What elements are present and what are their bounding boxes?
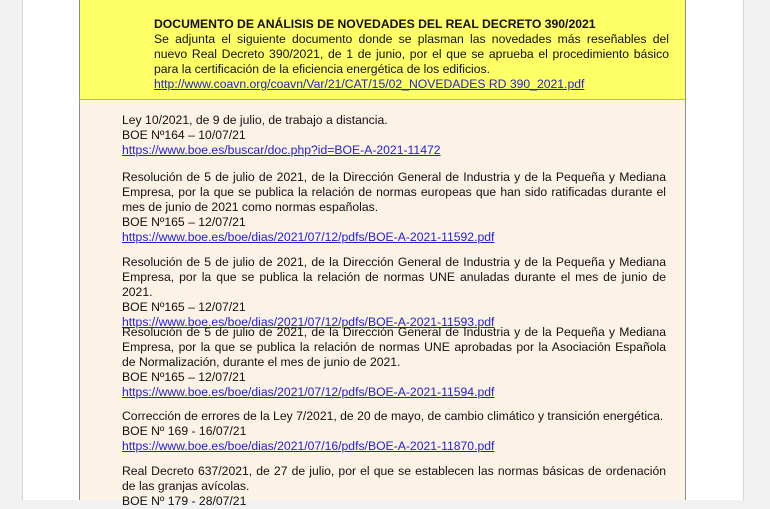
entry-link[interactable]: https://www.boe.es/boe/dias/2021/07/12/pdfs/BOE-A-2021-11593.pdf <box>122 315 495 329</box>
list-item <box>122 255 666 330</box>
document-description: Se adjunta el siguiente documento donde se plasman las novedades más reseñables del nuevo Real Decreto 390/2021, de 1 de junio, por el que se aprueba el procedimiento básico para la certificación de la eficiencia energética de los edificios. <box>154 32 669 76</box>
list-item <box>122 325 666 400</box>
header-box <box>79 0 686 100</box>
list-item <box>122 409 666 454</box>
entry-title: Real Decreto 637/2021, de 27 de julio, por el que se establecen las normas básicas de ordenación de las granjas avícolas. <box>122 464 666 493</box>
list-item <box>122 113 666 158</box>
document-link[interactable]: http://www.coavn.org/coavn/Var/21/CAT/15/02_NOVEDADES RD 390_2021.pdf <box>154 77 585 91</box>
entry-boe: BOE Nº 179 - 28/07/21 <box>122 494 247 508</box>
entry-link[interactable]: https://www.boe.es/buscar/doc.php?id=BOE-A-2021-11472 <box>122 143 441 157</box>
entry-link[interactable]: https://www.boe.es/boe/dias/2021/07/12/pdfs/BOE-A-2021-11592.pdf <box>122 230 495 244</box>
document-title: DOCUMENTO DE ANÁLISIS DE NOVEDADES DEL REAL DECRETO 390/2021 <box>154 17 596 31</box>
list-item <box>122 464 666 509</box>
entry-link[interactable]: https://www.boe.es/boe/dias/2021/07/16/pdfs/BOE-A-2021-11870.pdf <box>122 439 495 453</box>
entry-title: Corrección de errores de la Ley 7/2021, de 20 de mayo, de cambio climático y transición energética. <box>122 409 664 423</box>
entry-boe: BOE Nº 169 - 16/07/21 <box>122 424 247 438</box>
entry-boe: BOE Nº165 – 12/07/21 <box>122 215 246 229</box>
entry-boe: BOE Nº165 – 12/07/21 <box>122 370 246 384</box>
entry-link[interactable]: https://www.boe.es/boe/dias/2021/07/12/pdfs/BOE-A-2021-11594.pdf <box>122 385 495 399</box>
entry-boe: BOE Nº164 – 10/07/21 <box>122 128 246 142</box>
entry-title: Ley 10/2021, de 9 de julio, de trabajo a distancia. <box>122 113 388 127</box>
entry-boe: BOE Nº165 – 12/07/21 <box>122 300 246 314</box>
entry-title: Resolución de 5 de julio de 2021, de la Dirección General de Industria y de la Pequeña y Mediana Empresa, por la que se publica la relación de normas UNE anuladas durante el mes de junio de 2021. <box>122 255 666 299</box>
entry-title: Resolución de 5 de julio de 2021, de la Dirección General de Industria y de la Pequeña y Mediana Empresa, por la que se publica la relación de normas UNE aprobadas por la Asociación Española de Normalización, durante el mes de junio de 2021. <box>122 325 666 369</box>
entry-title: Resolución de 5 de julio de 2021, de la Dirección General de Industria y de la Pequeña y Mediana Empresa, por la que se publica la relación de normas europeas que han sido ratificadas durante el mes de junio de 2021 como normas españolas. <box>122 170 666 214</box>
header-content <box>154 17 669 92</box>
list-item <box>122 170 666 245</box>
